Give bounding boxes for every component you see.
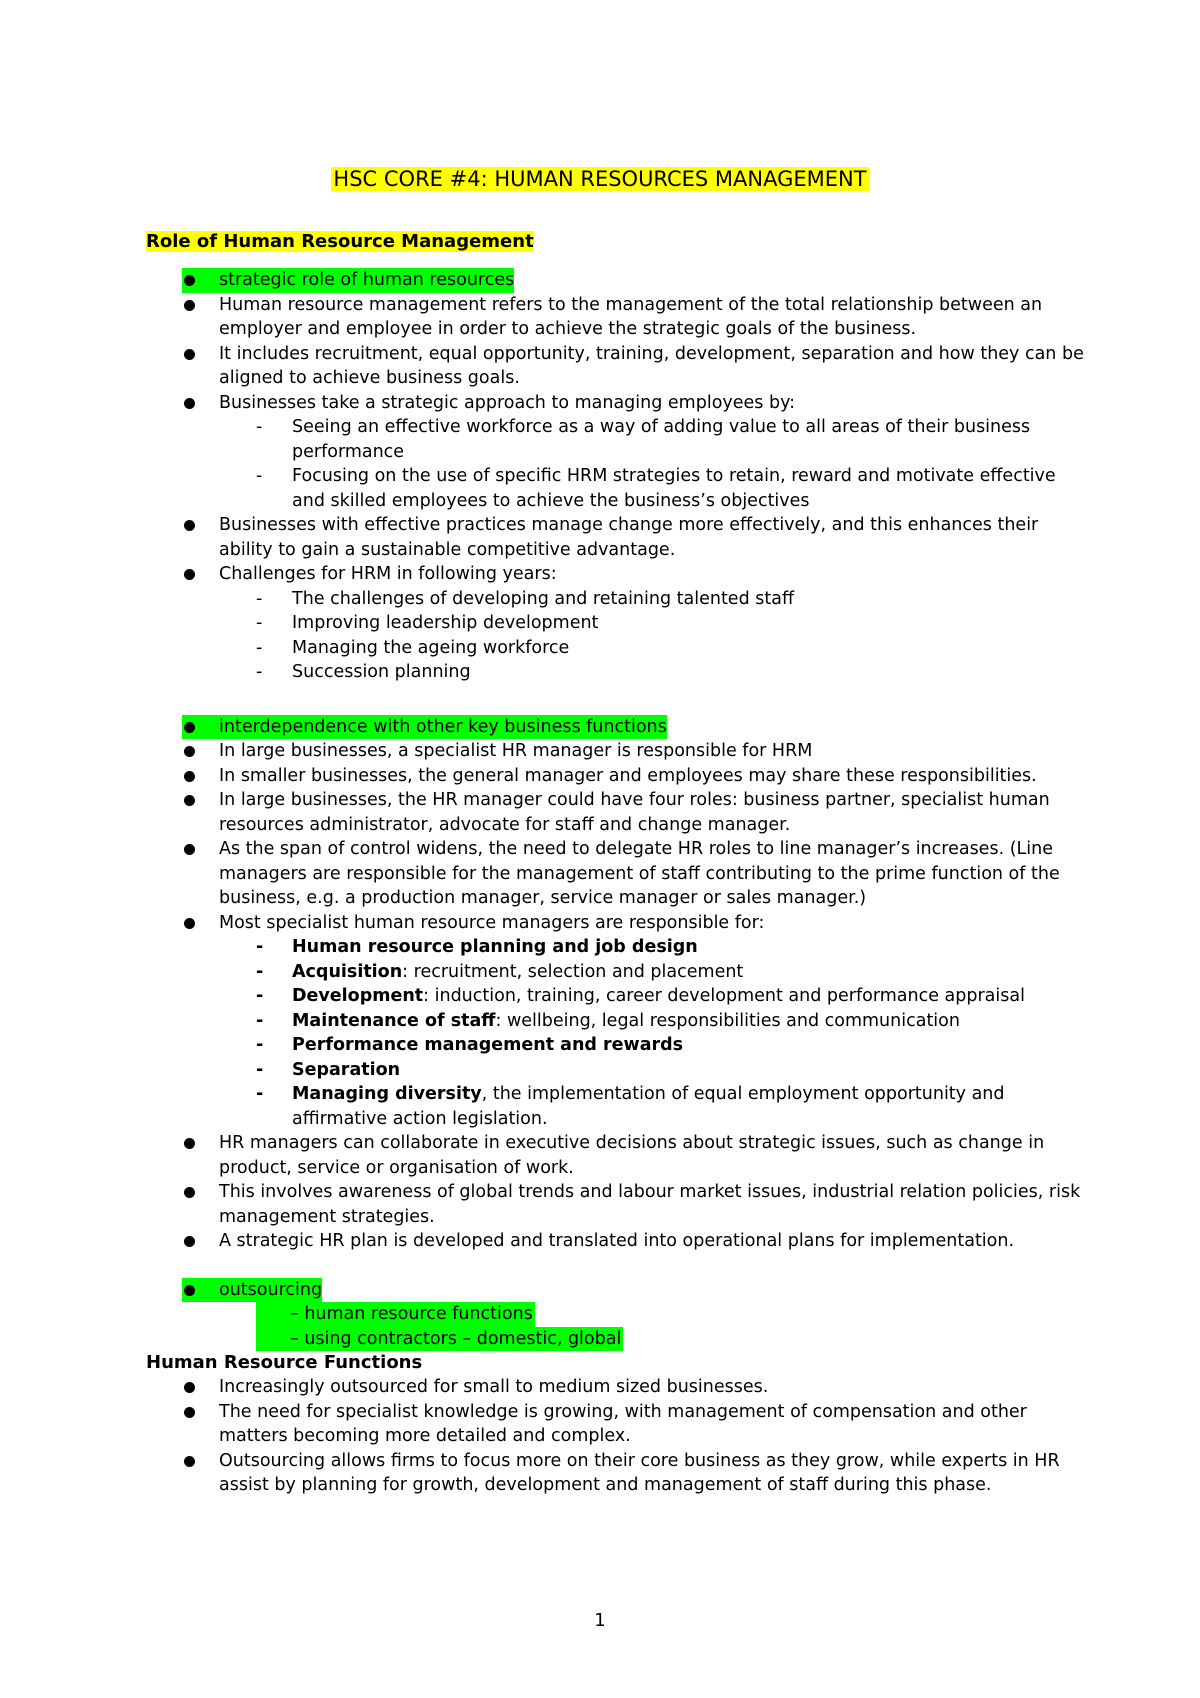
bullet-icon xyxy=(184,1382,195,1393)
bullet-icon xyxy=(184,771,195,782)
list-item xyxy=(146,911,1086,936)
sub-list-item xyxy=(146,415,1086,464)
sub-list-item-text: The challenges of developing and retaining talented staff xyxy=(292,588,795,609)
list-item xyxy=(146,391,1086,416)
dash-icon: - xyxy=(256,986,264,1006)
list-item xyxy=(146,837,1086,911)
sub-list-item xyxy=(146,1009,1086,1034)
list-item-text: The need for specialist knowledge is growing, with management of compensation and other matters becoming more detailed and complex. xyxy=(219,1401,1027,1446)
list-item-text: Most specialist human resource managers are responsible for: xyxy=(219,912,765,933)
list-item xyxy=(146,513,1086,562)
spacer xyxy=(146,1254,1086,1278)
topic-heading-text: strategic role of human resources xyxy=(219,270,515,290)
topic-heading-text: interdependence with other key business functions xyxy=(219,716,667,737)
topic-heading-interdependence xyxy=(146,715,1086,740)
page-number: 1 xyxy=(594,1610,606,1631)
sub-list-item-text: : wellbeing, legal responsibilities and communication xyxy=(495,1010,960,1031)
list-item-text: Increasingly outsourced for small to medium sized businesses. xyxy=(219,1377,769,1397)
list-item xyxy=(146,342,1086,391)
dash-icon: - xyxy=(256,662,263,682)
dash-icon: - xyxy=(256,1084,264,1104)
section-heading-text: Role of Human Resource Management xyxy=(146,231,534,252)
sub-list-item-bold: Performance management and rewards xyxy=(292,1035,684,1055)
list-item xyxy=(146,788,1086,837)
list-item-text: In smaller businesses, the general manager and employees may share these responsibilities. xyxy=(219,765,1037,786)
sub-list-item xyxy=(146,1058,1086,1083)
sub-list-item xyxy=(146,611,1086,636)
sub-list-item-text: Succession planning xyxy=(292,662,471,682)
highlighted-sub-item-text: – human resource functions xyxy=(256,1302,535,1327)
list-item-text: Businesses with effective practices manage change more effectively, and this enhances their ability to gain a sustainable competitive advantage. xyxy=(219,515,1039,560)
bullet-icon xyxy=(184,918,195,929)
list-item-text: Outsourcing allows firms to focus more on their core business as they grow, while experts in HR assist by planning for growth, development and management of staff during this phase. xyxy=(219,1450,1060,1495)
bullet-icon xyxy=(184,795,195,806)
list-item xyxy=(146,1131,1086,1180)
bullet-icon xyxy=(184,1456,195,1467)
topic-heading-text: outsourcing xyxy=(219,1279,323,1300)
dash-icon: - xyxy=(256,588,263,609)
dash-icon: - xyxy=(256,466,263,486)
dash-icon: - xyxy=(256,1010,264,1031)
list-item xyxy=(146,1449,1086,1498)
bullet-icon xyxy=(184,722,195,733)
dash-icon: - xyxy=(256,937,264,957)
sub-list-item-text: Seeing an effective workforce as a way of adding value to all areas of their business performance xyxy=(292,417,1031,462)
bullet-icon xyxy=(184,520,195,531)
list-item-text: A strategic HR plan is developed and translated into operational plans for implementation. xyxy=(219,1231,1015,1251)
bullet-icon xyxy=(184,1236,195,1247)
document-title xyxy=(0,165,1200,193)
list-item-text: This involves awareness of global trends and labour market issues, industrial relation policies, risk management strategies. xyxy=(219,1182,1081,1227)
sub-list-item-bold: Maintenance of staff xyxy=(292,1010,496,1031)
dash-icon: - xyxy=(256,961,264,982)
bullet-icon xyxy=(184,300,195,311)
sub-list-item xyxy=(146,960,1086,985)
list-item-text: In large businesses, the HR manager could have four roles: business partner, specialist human resources administrator, advocate for staff and change manager. xyxy=(219,790,1050,835)
sub-list-item-text: Focusing on the use of specific HRM strategies to retain, reward and motivate effective and skilled employees to achieve the business’s objectives xyxy=(292,466,1056,511)
document-title-text: HSC CORE #4: HUMAN RESOURCES MANAGEMENT xyxy=(333,167,867,191)
sub-list-item-bold: Human resource planning and job design xyxy=(292,937,698,957)
dash-icon: - xyxy=(256,417,263,437)
bullet-icon xyxy=(184,844,195,855)
bullet-icon xyxy=(184,1285,195,1296)
highlighted-sub-item xyxy=(146,1302,1086,1327)
sub-list-item-text: Improving leadership development xyxy=(292,613,599,633)
sub-list-item-bold: Separation xyxy=(292,1059,401,1080)
sub-list-item xyxy=(146,660,1086,685)
highlight xyxy=(182,268,514,293)
list-item-text: It includes recruitment, equal opportunity, training, development, separation and how they can be aligned to achieve business goals. xyxy=(219,343,1084,388)
list-item xyxy=(146,1229,1086,1254)
list-item xyxy=(146,1375,1086,1400)
bullet-icon xyxy=(184,746,195,757)
highlighted-sub-item xyxy=(146,1327,1086,1352)
list-item-text: As the span of control widens, the need to delegate HR roles to line manager’s increases. (Line managers are responsible for the management of staff contributing to the prime function of the business, e.g. a production manager, service manager or sales manager.) xyxy=(219,839,1060,908)
bullet-icon xyxy=(184,1187,195,1198)
list-item xyxy=(146,1180,1086,1229)
sub-list-item-text: : induction, training, career development and performance appraisal xyxy=(423,986,1025,1006)
list-item xyxy=(146,293,1086,342)
dash-icon: - xyxy=(256,1035,264,1055)
list-item xyxy=(146,562,1086,587)
list-item-text: Human resource management refers to the management of the total relationship between an employer and employee in order to achieve the strategic goals of the business. xyxy=(219,294,1043,339)
bullet-icon xyxy=(184,349,195,360)
subheading: Human Resource Functions xyxy=(146,1352,423,1373)
dash-icon: - xyxy=(256,637,263,658)
list-item-text: Challenges for HRM in following years: xyxy=(219,564,557,584)
sub-list-item-text: Managing the ageing workforce xyxy=(292,637,570,658)
list-item-text: In large businesses, a specialist HR manager is responsible for HRM xyxy=(219,741,813,761)
list-item xyxy=(146,1400,1086,1449)
sub-list-item xyxy=(146,1082,1086,1131)
list-item-text: Businesses take a strategic approach to managing employees by: xyxy=(219,392,796,413)
list-item xyxy=(146,739,1086,764)
bullet-icon xyxy=(184,569,195,580)
dash-icon: - xyxy=(256,1059,264,1080)
list-item xyxy=(146,764,1086,789)
highlight xyxy=(182,1278,322,1303)
sub-list-item xyxy=(146,984,1086,1009)
document-body xyxy=(146,268,1086,1498)
bullet-icon xyxy=(184,1407,195,1418)
sub-list-item xyxy=(146,464,1086,513)
sub-list-item-bold: Development xyxy=(292,986,424,1006)
section-heading xyxy=(146,230,534,254)
sub-list-item xyxy=(146,587,1086,612)
sub-list-item-text: : recruitment, selection and placement xyxy=(402,961,744,982)
topic-heading-strategic xyxy=(146,268,1086,293)
sub-list-item xyxy=(146,935,1086,960)
topic-heading-outsourcing xyxy=(146,1278,1086,1303)
sub-list-item xyxy=(146,636,1086,661)
bullet-icon xyxy=(184,1138,195,1149)
sub-list-item xyxy=(146,1033,1086,1058)
sub-list-item-bold: Managing diversity xyxy=(292,1084,482,1104)
spacer xyxy=(146,685,1086,715)
sub-list-item-text: , the implementation of equal employment opportunity and affirmative action legislation. xyxy=(292,1084,1005,1129)
highlight xyxy=(182,715,667,740)
bullet-icon xyxy=(184,275,195,286)
sub-list-item-bold: Acquisition xyxy=(292,961,403,982)
dash-icon: - xyxy=(256,613,263,633)
bullet-icon xyxy=(184,398,195,409)
highlighted-sub-item-text: – using contractors – domestic, global xyxy=(256,1327,623,1352)
list-item-text: HR managers can collaborate in executive decisions about strategic issues, such as change in product, service or organisation of work. xyxy=(219,1133,1045,1178)
